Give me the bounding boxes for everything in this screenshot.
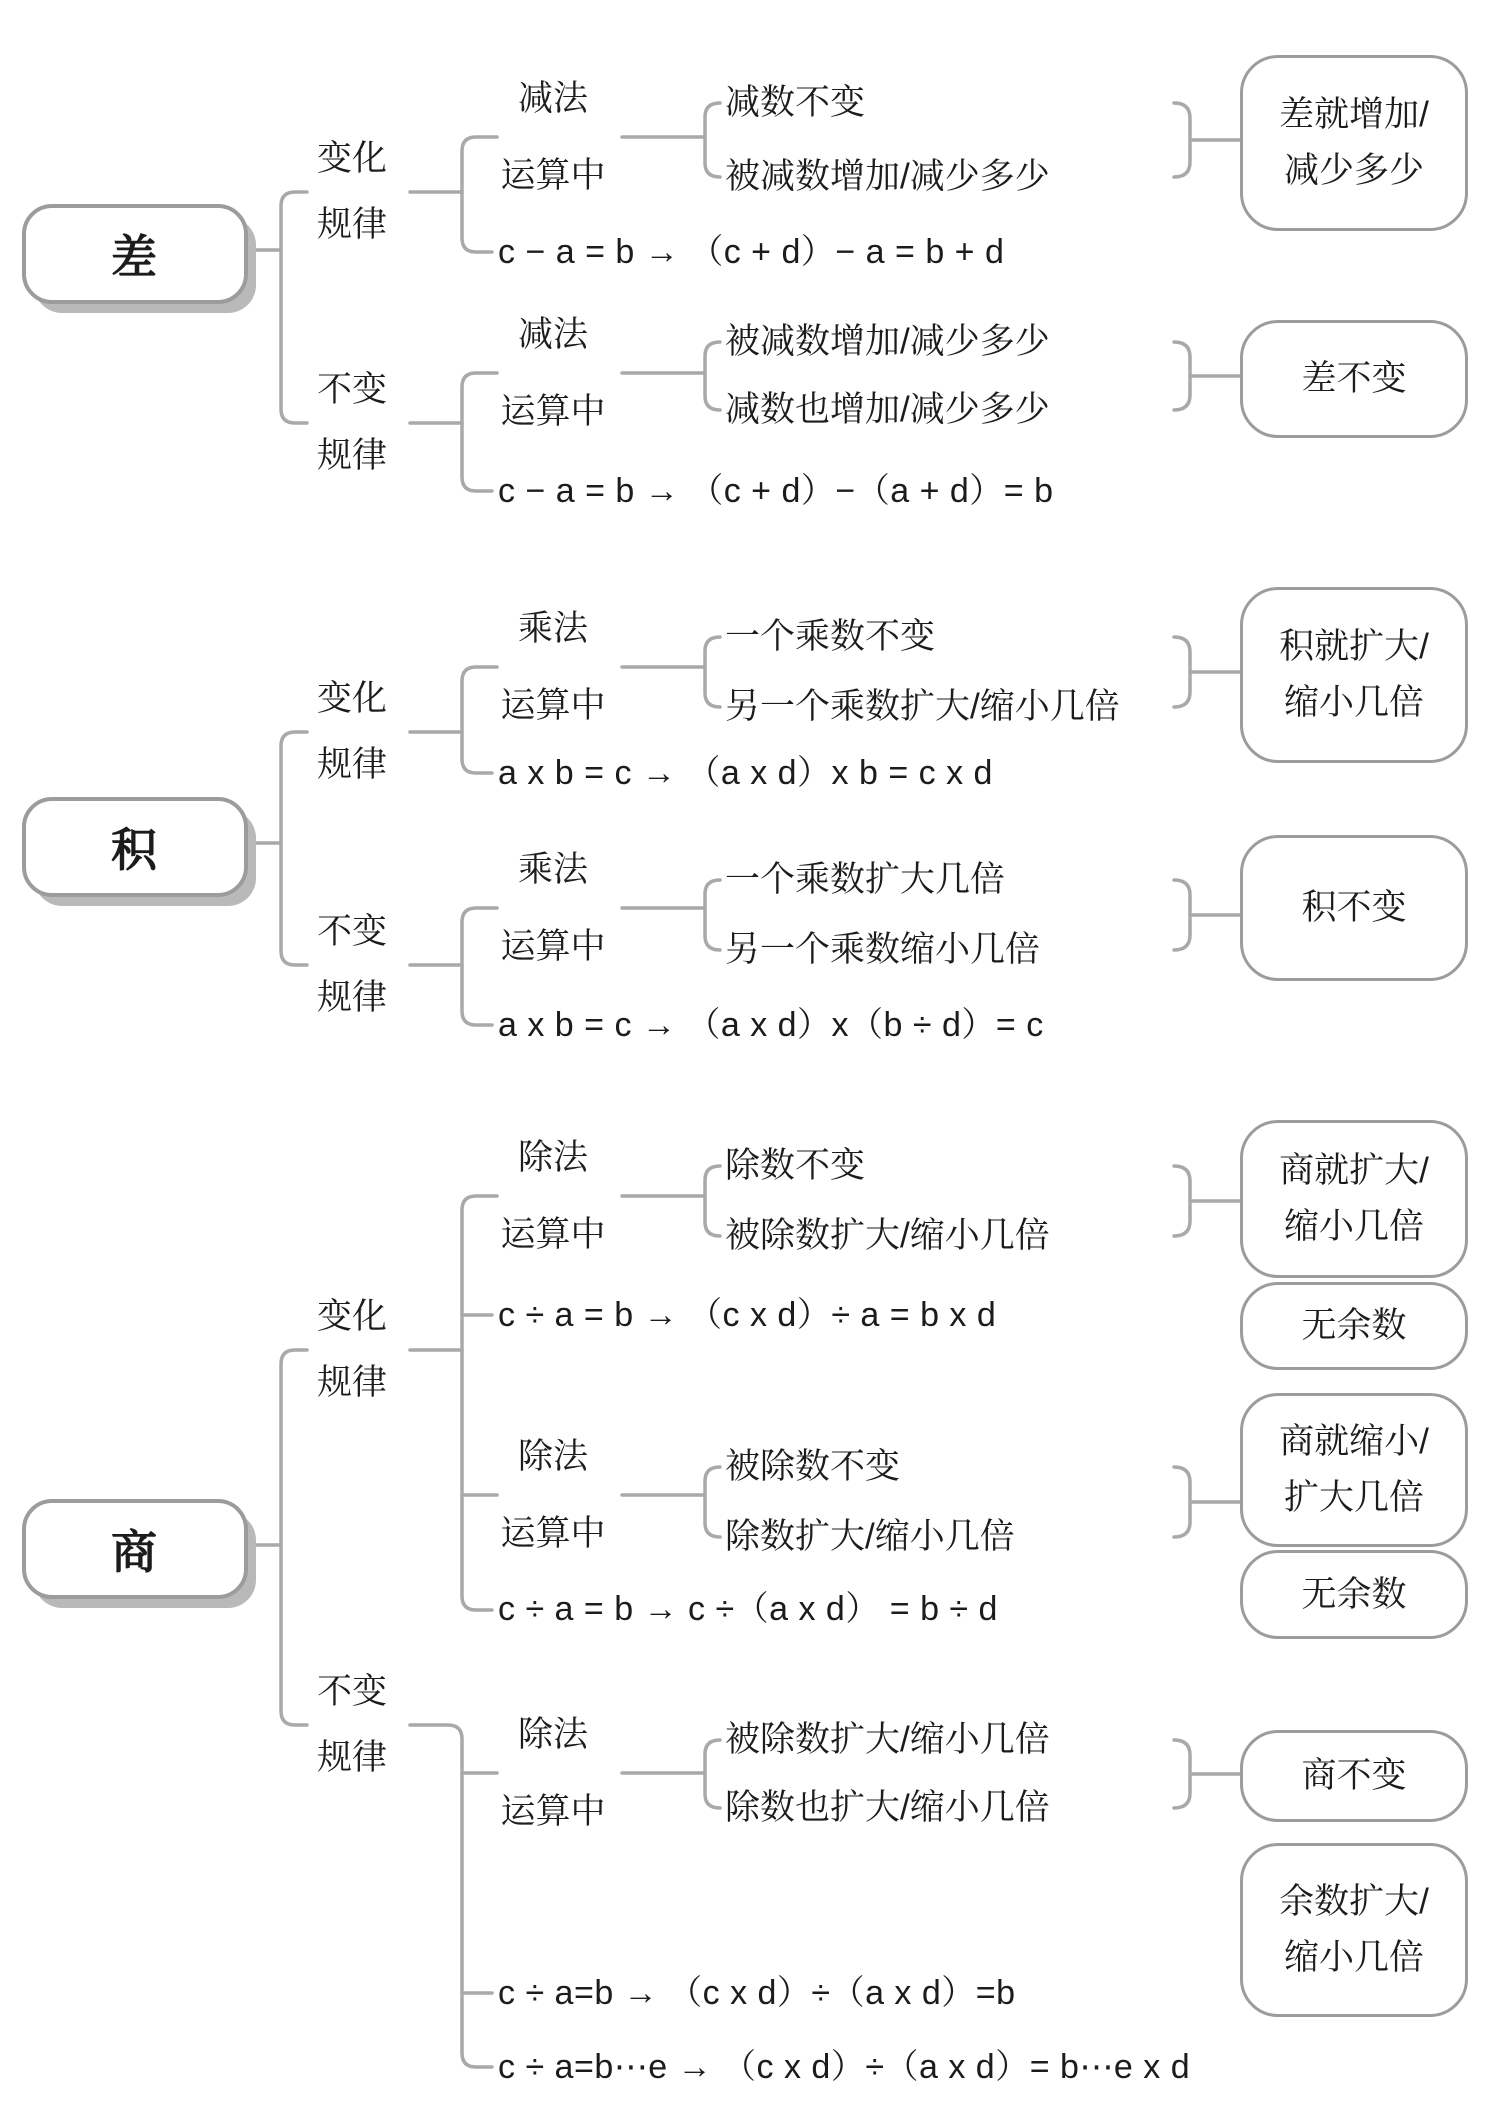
result-box-quotient-expands <box>1240 1120 1468 1278</box>
result-box-quotient-invariant <box>1240 1730 1468 1822</box>
branch-label-line: 不变 <box>317 370 388 409</box>
result-box-line: 积不变 <box>1301 888 1407 927</box>
main-node-quotient: 商 <box>22 1499 248 1599</box>
formula-product-change: a x b = c → （a x d）x b = c x d <box>498 754 993 792</box>
leaf-text: 一个乘数扩大几倍 <box>725 860 1006 899</box>
result-box-line: 积就扩大/ <box>1279 627 1429 666</box>
leaf-text: 除数也扩大/缩小几倍 <box>725 1788 1050 1827</box>
result-box-difference-invariant <box>1240 320 1468 438</box>
formula-quotient-invariant-1: c ÷ a=b → （c x d）÷（a x d）=b <box>498 1974 1016 2012</box>
op-label-line: 除法 <box>517 1715 588 1754</box>
branch-label-line: 规律 <box>317 1363 388 1402</box>
branch-label-line: 规律 <box>317 205 388 244</box>
op-label-line: 运算中 <box>500 392 606 431</box>
result-box-product-changes <box>1240 587 1468 763</box>
note-box-no-remainder-2 <box>1240 1550 1468 1639</box>
main-node-product: 积 <box>22 797 248 897</box>
leaf-text: 除数扩大/缩小几倍 <box>725 1517 1015 1556</box>
op-label-line: 减法 <box>517 315 588 354</box>
note-box-line: 余数扩大/ <box>1279 1882 1429 1921</box>
branch-label-line: 不变 <box>317 1672 388 1711</box>
result-box-line: 扩大几倍 <box>1283 1478 1424 1517</box>
leaf-text: 被除数扩大/缩小几倍 <box>725 1216 1050 1255</box>
branch-label-quotient-invariant-rule <box>317 1659 417 1791</box>
result-box-quotient-shrinks <box>1240 1393 1468 1547</box>
op-label-multiplication-1 <box>487 590 619 744</box>
branch-label-line: 变化 <box>317 139 388 178</box>
branch-label-quotient-change-rule <box>317 1284 417 1416</box>
op-label-line: 运算中 <box>500 156 606 195</box>
formula-quotient-invariant-2: c ÷ a=b⋯e → （c x d）÷（a x d）= b⋯e x d <box>498 2048 1191 2086</box>
op-label-subtraction-1 <box>487 60 619 214</box>
op-label-division-1 <box>487 1119 619 1273</box>
result-box-line: 商就缩小/ <box>1279 1422 1429 1461</box>
leaf-text: 一个乘数不变 <box>725 617 936 656</box>
note-box-line: 无余数 <box>1301 1574 1407 1614</box>
result-box-difference-changes <box>1240 55 1468 231</box>
leaf-text: 另一个乘数扩大/缩小几倍 <box>725 687 1120 726</box>
note-box-remainder-expands <box>1240 1843 1468 2017</box>
result-box-line: 商就扩大/ <box>1279 1151 1429 1190</box>
result-box-line: 缩小几倍 <box>1283 1207 1424 1246</box>
branch-label-line: 规律 <box>317 436 388 475</box>
result-box-line: 差就增加/ <box>1279 95 1429 134</box>
branch-label-product-invariant-rule <box>317 899 417 1031</box>
op-label-line: 运算中 <box>500 1792 606 1831</box>
op-label-line: 乘法 <box>517 609 588 648</box>
op-label-subtraction-2 <box>487 296 619 450</box>
leaf-text: 减数也增加/减少多少 <box>725 390 1050 429</box>
branch-label-line: 规律 <box>317 978 388 1017</box>
branch-label-line: 变化 <box>317 679 388 718</box>
branch-label-line: 变化 <box>317 1297 388 1336</box>
branch-label-line: 规律 <box>317 1738 388 1777</box>
formula-quotient-change-2: c ÷ a = b → c ÷（a x d） = b ÷ d <box>498 1590 998 1628</box>
op-label-line: 乘法 <box>517 850 588 889</box>
branch-label-line: 规律 <box>317 745 388 784</box>
leaf-text: 被减数增加/减少多少 <box>725 322 1050 361</box>
note-box-no-remainder-1 <box>1240 1282 1468 1370</box>
op-label-line: 运算中 <box>500 1215 606 1254</box>
formula-product-invariant: a x b = c → （a x d）x（b ÷ d）= c <box>498 1006 1044 1044</box>
note-box-line: 无余数 <box>1301 1306 1407 1345</box>
op-label-line: 运算中 <box>500 927 606 966</box>
result-box-line: 差不变 <box>1301 359 1407 398</box>
op-label-line: 除法 <box>517 1138 588 1177</box>
formula-difference-invariant: c − a = b → （c + d）−（a + d）= b <box>498 472 1054 510</box>
branch-label-difference-change-rule <box>317 126 417 258</box>
leaf-text: 被除数不变 <box>725 1447 901 1486</box>
op-label-line: 运算中 <box>500 686 606 725</box>
op-label-division-2 <box>487 1418 619 1572</box>
leaf-text: 减数不变 <box>725 83 866 122</box>
op-label-division-3 <box>487 1696 619 1850</box>
branch-label-product-change-rule <box>317 666 417 798</box>
op-label-multiplication-2 <box>487 831 619 985</box>
main-node-difference: 差 <box>22 204 248 304</box>
leaf-text: 除数不变 <box>725 1146 866 1185</box>
result-box-product-invariant <box>1240 835 1468 981</box>
op-label-line: 除法 <box>517 1437 588 1476</box>
branch-label-difference-invariant-rule <box>317 357 417 489</box>
leaf-text: 被减数增加/减少多少 <box>725 157 1050 196</box>
op-label-line: 运算中 <box>500 1514 606 1553</box>
leaf-text: 另一个乘数缩小几倍 <box>725 930 1041 969</box>
leaf-text: 被除数扩大/缩小几倍 <box>725 1720 1050 1759</box>
branch-label-line: 不变 <box>317 912 388 951</box>
op-label-line: 减法 <box>517 79 588 118</box>
formula-difference-change: c − a = b → （c + d）− a = b + d <box>498 233 1005 271</box>
formula-quotient-change-1: c ÷ a = b → （c x d）÷ a = b x d <box>498 1296 997 1334</box>
result-box-line: 商不变 <box>1301 1756 1407 1795</box>
result-box-line: 缩小几倍 <box>1283 683 1424 722</box>
result-box-line: 减少多少 <box>1283 151 1424 190</box>
note-box-line: 缩小几倍 <box>1283 1938 1424 1977</box>
